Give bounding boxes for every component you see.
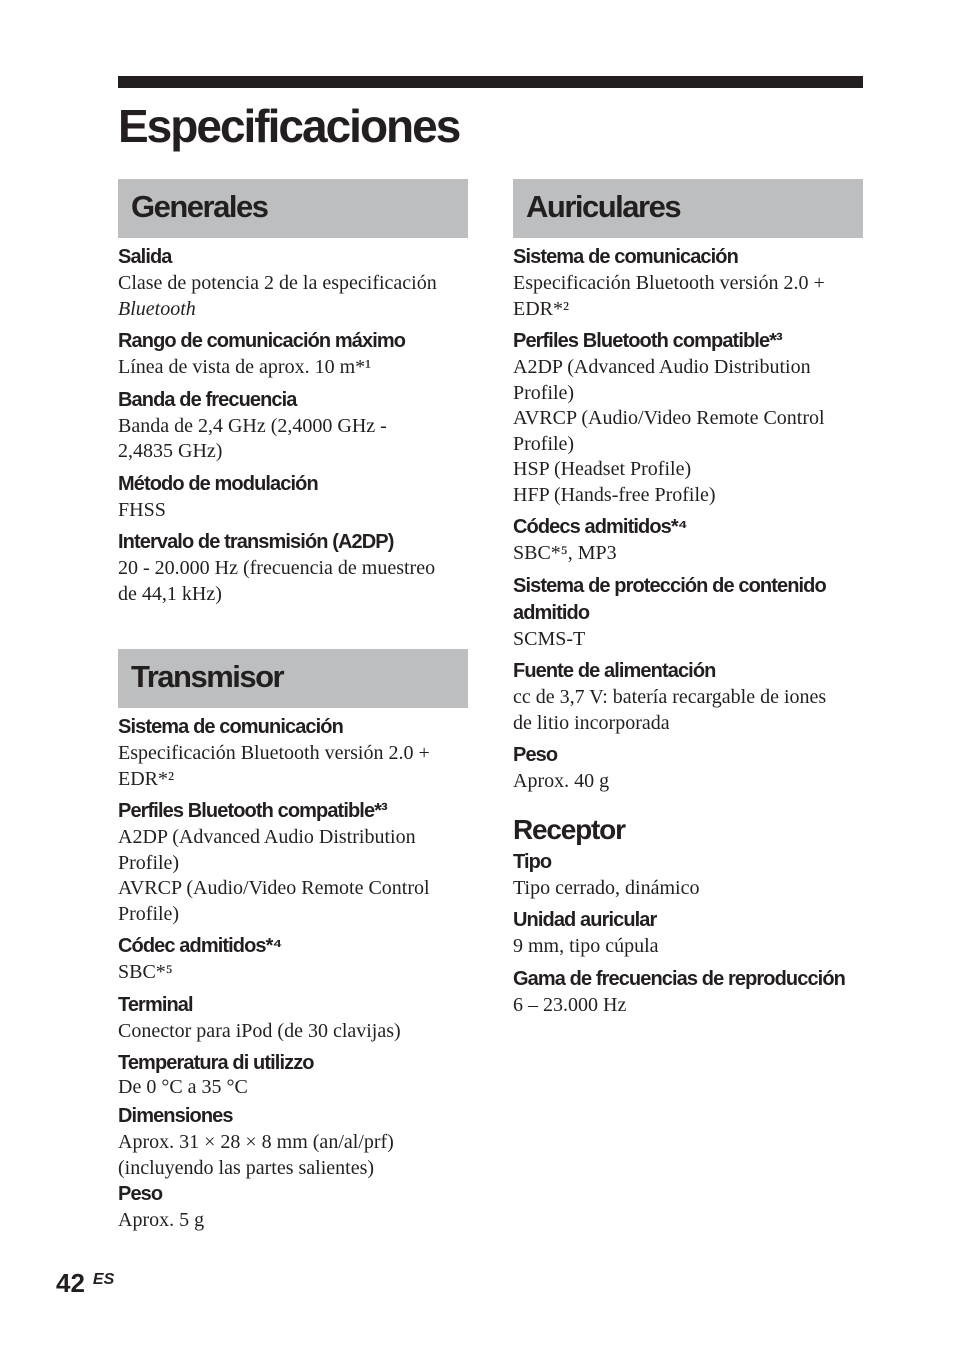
spec-value: [118, 960, 468, 986]
spec-line: de 44,1 kHz): [118, 582, 222, 605]
spec-label: Terminal: [118, 993, 193, 1016]
spec-item: [118, 1050, 468, 1097]
spec-line: SBC*⁵: [118, 961, 173, 983]
spec-value: [513, 541, 863, 567]
spec-value: [118, 498, 468, 524]
spec-line: HSP (Headset Profile): [513, 458, 692, 480]
spec-value: [118, 271, 468, 322]
left-column: [118, 179, 468, 1234]
spec-line: 9 mm, tipo cúpula: [513, 935, 659, 957]
page-title: Especificaciones: [118, 100, 460, 152]
spec-label: Tipo: [513, 850, 552, 873]
spec-item: [118, 1103, 468, 1181]
spec-label: Códec admitidos*⁴: [118, 935, 282, 957]
spec-line: Aprox. 40 g: [513, 770, 610, 792]
spec-line: Clase de potencia 2 de la especificación: [118, 272, 437, 294]
spec-line: Profile): [118, 902, 180, 925]
spec-value: [513, 355, 863, 508]
title-rule: [118, 76, 863, 88]
section-header-transmisor: Transmisor: [118, 649, 468, 708]
spec-value: [118, 355, 468, 381]
spec-value: [513, 685, 863, 736]
section-header-auriculares: Auriculares: [513, 179, 863, 238]
spec-line: FHSS: [118, 498, 166, 521]
spec-line: Profile): [513, 381, 575, 404]
spec-line: EDR*²: [513, 297, 569, 320]
spec-label: Perfiles Bluetooth compatible*³: [513, 330, 782, 352]
spec-line: SCMS-T: [513, 627, 586, 650]
spec-line: 2,4835 GHz): [118, 440, 223, 462]
spec-label: Salida: [118, 246, 172, 268]
spec-label: Intervalo de transmisión (A2DP): [118, 531, 394, 553]
spec-label: Peso: [513, 744, 558, 766]
spec-line: Especificación Bluetooth versión 2.0 +: [513, 272, 825, 294]
spec-line: de litio incorporada: [513, 711, 670, 734]
spec-value: [513, 627, 863, 653]
spec-item: [118, 933, 468, 986]
spec-line: Tipo cerrado, dinámico: [513, 876, 700, 899]
right-column: [513, 179, 863, 1018]
spec-item: [118, 529, 468, 607]
spec-label: Perfiles Bluetooth compatible*³: [118, 800, 387, 822]
spec-item: [513, 849, 863, 902]
spec-value: [118, 1208, 468, 1234]
spec-item: [118, 992, 468, 1045]
page-language: ES: [92, 1271, 115, 1288]
spec-label: Gama de frecuencias de reproducción: [513, 967, 845, 990]
spec-line: Aprox. 5 g: [118, 1209, 205, 1231]
spec-value: [118, 556, 468, 607]
spec-item: [118, 328, 468, 381]
spec-line: Bluetooth: [118, 297, 196, 320]
spec-label: Fuente de alimentación: [513, 660, 716, 682]
spec-label: Temperatura di utilizzo: [118, 1052, 314, 1074]
spec-line: A2DP (Advanced Audio Distribution: [118, 826, 416, 848]
spec-label: Rango de comunicación máximo: [118, 330, 406, 352]
spec-value: [513, 876, 863, 902]
spec-line: Conector para iPod (de 30 clavijas): [118, 1019, 401, 1042]
spec-value: [118, 741, 468, 792]
spec-label: Códecs admitidos*⁴: [513, 516, 687, 538]
spec-line: Profile): [118, 851, 180, 874]
spec-line: Banda de 2,4 GHz (2,4000 GHz -: [118, 414, 387, 437]
spec-item: [513, 907, 863, 960]
spec-label: Unidad auricular: [513, 909, 657, 931]
spec-value: [118, 1019, 468, 1045]
spec-item: [513, 573, 863, 653]
spec-item: [513, 328, 863, 508]
spec-item: [118, 387, 468, 465]
spec-line: AVRCP (Audio/Video Remote Control: [118, 877, 430, 899]
spec-line: 6 – 23.000 Hz: [513, 993, 627, 1016]
spec-item: [118, 244, 468, 322]
spec-item: [118, 471, 468, 524]
spec-label: Peso: [118, 1183, 163, 1205]
spec-value: [513, 271, 863, 322]
spec-label-continued: admitido: [513, 601, 590, 624]
spec-line: 20 - 20.000 Hz (frecuencia de muestreo: [118, 557, 436, 579]
spec-label: Sistema de comunicación: [118, 716, 343, 738]
spec-line: Especificación Bluetooth versión 2.0 +: [118, 742, 430, 764]
spec-label: Método de modulación: [118, 472, 318, 495]
spec-label: Sistema de comunicación: [513, 246, 738, 268]
spec-line: SBC*⁵, MP3: [513, 542, 617, 564]
spec-value: [513, 934, 863, 960]
page-footer: [56, 1268, 114, 1299]
spec-line: Línea de vista de aprox. 10 m*¹: [118, 356, 372, 378]
spec-label: Dimensiones: [118, 1105, 233, 1127]
spec-label: Banda de frecuencia: [118, 388, 297, 411]
page-number: 42: [56, 1268, 85, 1298]
section-header-generales: Generales: [118, 179, 468, 238]
spec-item: [513, 742, 863, 795]
spec-value: [118, 414, 468, 465]
spec-line: De 0 °C a 35 °C: [118, 1076, 248, 1098]
spec-value: [118, 1077, 468, 1097]
spec-line: cc de 3,7 V: batería recargable de iones: [513, 686, 827, 708]
spec-line: AVRCP (Audio/Video Remote Control: [513, 407, 825, 429]
spec-value: [118, 1130, 468, 1181]
spec-line: Profile): [513, 432, 575, 455]
spec-label: Sistema de protección de contenido: [513, 574, 826, 597]
spec-item: [513, 244, 863, 322]
spec-value: [513, 993, 863, 1019]
section-header-receptor: Receptor: [513, 813, 625, 845]
spec-value: [118, 825, 468, 927]
spec-line: EDR*²: [118, 767, 174, 790]
spec-item: [513, 514, 863, 567]
spec-line: (incluyendo las partes salientes): [118, 1156, 375, 1179]
spec-item: [118, 714, 468, 792]
spec-item: [118, 798, 468, 927]
spec-value: [513, 769, 863, 795]
spec-line: Aprox. 31 × 28 × 8 mm (an/al/prf): [118, 1131, 394, 1153]
spec-item: [118, 1181, 468, 1234]
spec-item: [513, 658, 863, 736]
spec-line: HFP (Hands-free Profile): [513, 483, 716, 506]
spec-item: [513, 966, 863, 1019]
spec-line: A2DP (Advanced Audio Distribution: [513, 356, 811, 378]
